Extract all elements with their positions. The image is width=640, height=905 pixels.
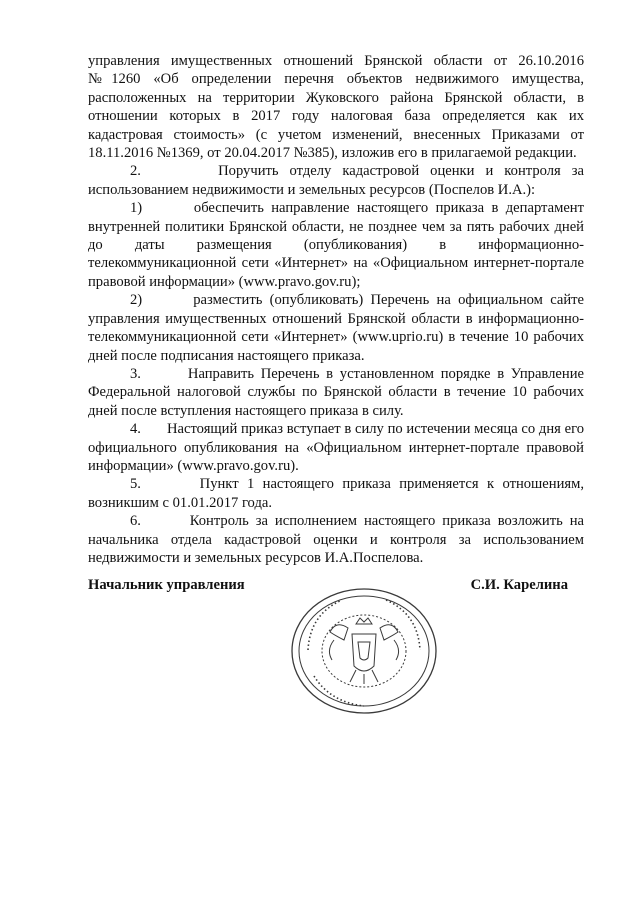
paragraph-item-6: 6. Контроль за исполнением настоящего приказа возложить на начальника отдела кадастровой оценки и контроля за использованием недвижимости и земельных ресурсов И.А.Поспелова. [88, 513, 584, 566]
seal-stamp-icon [286, 584, 442, 718]
paragraph-item-2: 2. Поручить отделу кадастровой оценки и контроля за использованием недвижимости и земельных ресурсов (Поспелов И.А.): [88, 163, 584, 198]
signatory-name: С.И. Карелина [470, 577, 568, 593]
paragraph-item-4: 4. Настоящий приказ вступает в силу по истечении месяца со дня его официального опубликования на «Официальном интернет-портале правовой информации» (www.pravo.gov.ru). [88, 421, 584, 474]
paragraph-item-3: 3. Направить Перечень в установленном порядке в Управление Федеральной налоговой службы по Брянской области в течение 10 рабочих дней после вступления настоящего приказа в силу. [88, 365, 584, 419]
paragraph-item-5: 5. Пункт 1 настоящего приказа применяется к отношениям, возникшим с 01.01.2017 года. [88, 476, 584, 511]
paragraph-subitem-2: 2) разместить (опубликовать) Перечень на официальном сайте управления имущественных отношений Брянской области в информационно-телекоммуникационной сети «Интернет» (www.uprio.ru) в течение 10 рабочих дней после подписания настоящего приказа. [88, 292, 584, 364]
signatory-title: Начальник управления [88, 577, 245, 593]
paragraph-subitem-1: 1) обеспечить направление настоящего приказа в департамент внутренней политики Брянской области, не позднее чем за пять рабочих дней до даты размещения (опубликования) в информационно-телекоммуникационной сети «Интернет» на «Официальном интернет-портале правовой информации» (www.pravo.gov.ru); [88, 200, 584, 290]
document-body [88, 52, 584, 567]
paragraph-intro: управления имущественных отношений Брянской области от 26.10.2016 №1260 «Об определении перечня объектов недвижимого имущества, расположенных на территории Жуковского района Брянской области, в отношении которых в 2017 году налоговая база определяется как их кадастровая стоимость» (с учетом изменений, внесенных Приказами от 18.11.2016 №1369, от 20.04.2017 №385), изложив его в прилагаемой редакции. [88, 53, 584, 162]
